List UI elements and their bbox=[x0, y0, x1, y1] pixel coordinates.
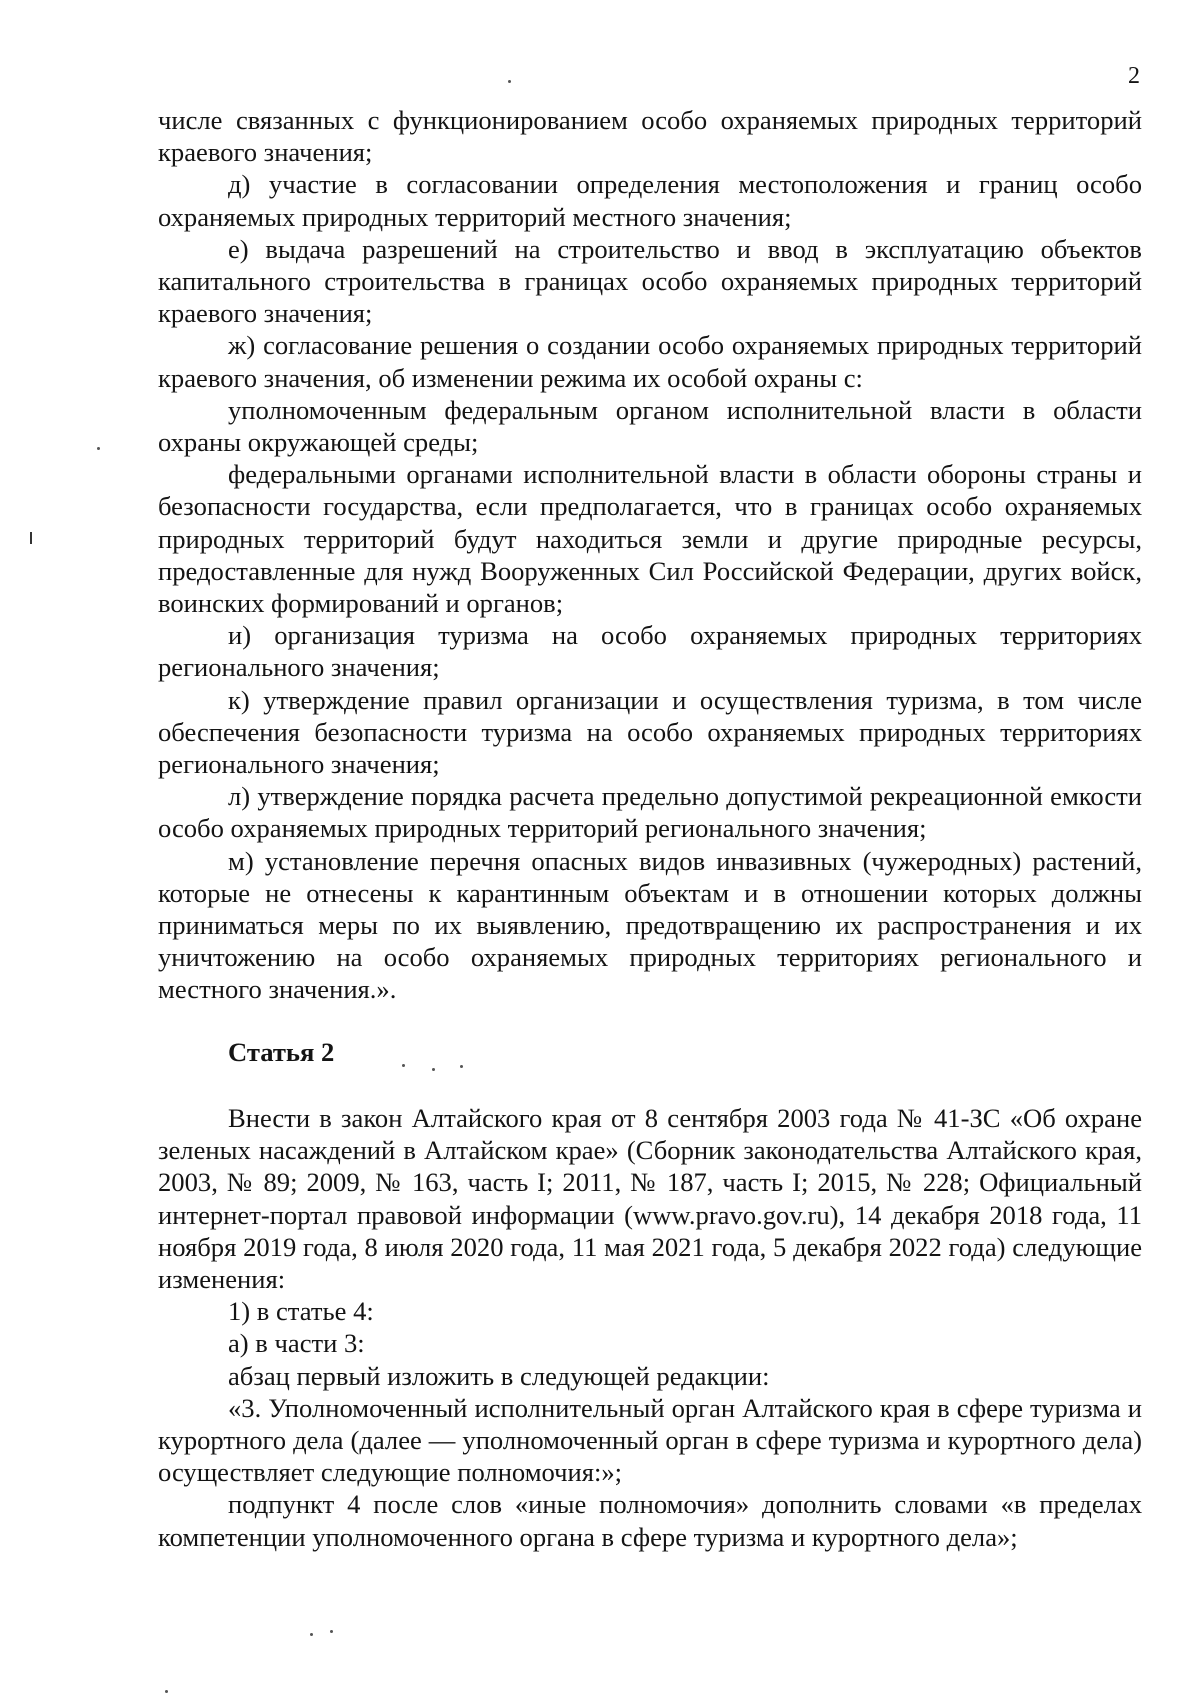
paragraph-item-zh-defense-organs: федеральными органами исполнительной власти в области обороны страны и безопасности государства, если предполагается, что в границах особо охраняемых природных территорий будут находиться земли и другие природные ресурсы, предоставленные для нужд Вооруженных Сил Российской Федерации, других войск, воинских формирований и органов; bbox=[158, 459, 1142, 619]
paragraph-item-d: д) участие в согласовании определения местоположения и границ особо охраняемых природных территорий местного значения; bbox=[158, 169, 1142, 232]
paragraph-continued: числе связанных с функционированием особо охраняемых природных территорий краевого значения; bbox=[158, 105, 1142, 168]
paragraph-new-part-3: «3. Уполномоченный исполнительный орган Алтайского края в сфере туризма и курортного дела (далее — уполномоченный орган в сфере туризма и курортного дела) осуществляет следующие полномочия:»; bbox=[158, 1392, 1142, 1488]
scan-speck bbox=[330, 1630, 333, 1633]
scan-speck bbox=[402, 1064, 405, 1067]
paragraph-subpoint-4: подпункт 4 после слов «иные полномочия» дополнить словами «в пределах компетенции уполномоченного органа в сфере туризма и курортного дела»; bbox=[158, 1489, 1142, 1552]
scan-speck bbox=[97, 447, 100, 450]
paragraph-item-l: л) утверждение порядка расчета предельно допустимой рекреационной емкости особо охраняемых природных территорий регионального значения; bbox=[158, 781, 1142, 844]
article-heading: Статья 2 bbox=[228, 1036, 335, 1067]
paragraph-item-k: к) утверждение правил организации и осуществления туризма, в том числе обеспечения безопасности туризма на особо охраняемых природных территориях регионального значения; bbox=[158, 684, 1142, 780]
paragraph-amendment-intro: Внести в закон Алтайского края от 8 сентября 2003 года № 41-ЗС «Об охране зеленых насаждений в Алтайском крае» (Сборник законодательства Алтайского края, 2003, № 89; 2009, № 163, часть I; 2011, № 187, часть I; 2015, № 228; Официальный интернет-портал правовой информации (www.pravo.gov.ru), 14 декабря 2018 года, 11 ноября 2019 года, 8 июля 2020 года, 11 мая 2021 года, 5 декабря 2022 года) следующие изменения: bbox=[158, 1102, 1142, 1294]
paragraph-subpoint-a: а) в части 3: bbox=[228, 1328, 365, 1359]
paragraph-item-m: м) установление перечня опасных видов инвазивных (чужеродных) растений, которые не отнесены к карантинным объектам и в отношении которых должны приниматься меры по их выявлению, предотвращению их распространения и их уничтожению на особо охраняемых природных территориях регионального и местного значения.». bbox=[158, 845, 1142, 1005]
scan-speck bbox=[310, 1633, 313, 1636]
paragraph-item-zh-federal-organ: уполномоченным федеральным органом исполнительной власти в области охраны окружающей среды; bbox=[158, 394, 1142, 458]
document-body bbox=[158, 104, 1142, 1553]
scan-speck bbox=[165, 1690, 168, 1693]
scan-speck bbox=[432, 1068, 435, 1071]
paragraph-point-1: 1) в статье 4: bbox=[228, 1296, 374, 1327]
scan-speck bbox=[460, 1065, 463, 1068]
scan-speck bbox=[508, 80, 511, 83]
scan-mark bbox=[30, 532, 32, 544]
paragraph-item-e: е) выдача разрешений на строительство и ввод в эксплуатацию объектов капитального строительства в границах особо охраняемых природных территорий краевого значения; bbox=[158, 233, 1142, 329]
page-number: 2 bbox=[1128, 63, 1140, 89]
paragraph-abzac-first: абзац первый изложить в следующей редакции: bbox=[228, 1360, 770, 1391]
paragraph-item-zh: ж) согласование решения о создании особо охраняемых природных территорий краевого значения, об изменении режима их особой охраны с: bbox=[158, 330, 1142, 393]
paragraph-item-i: и) организация туризма на особо охраняемых природных территориях регионального значения; bbox=[158, 620, 1142, 683]
